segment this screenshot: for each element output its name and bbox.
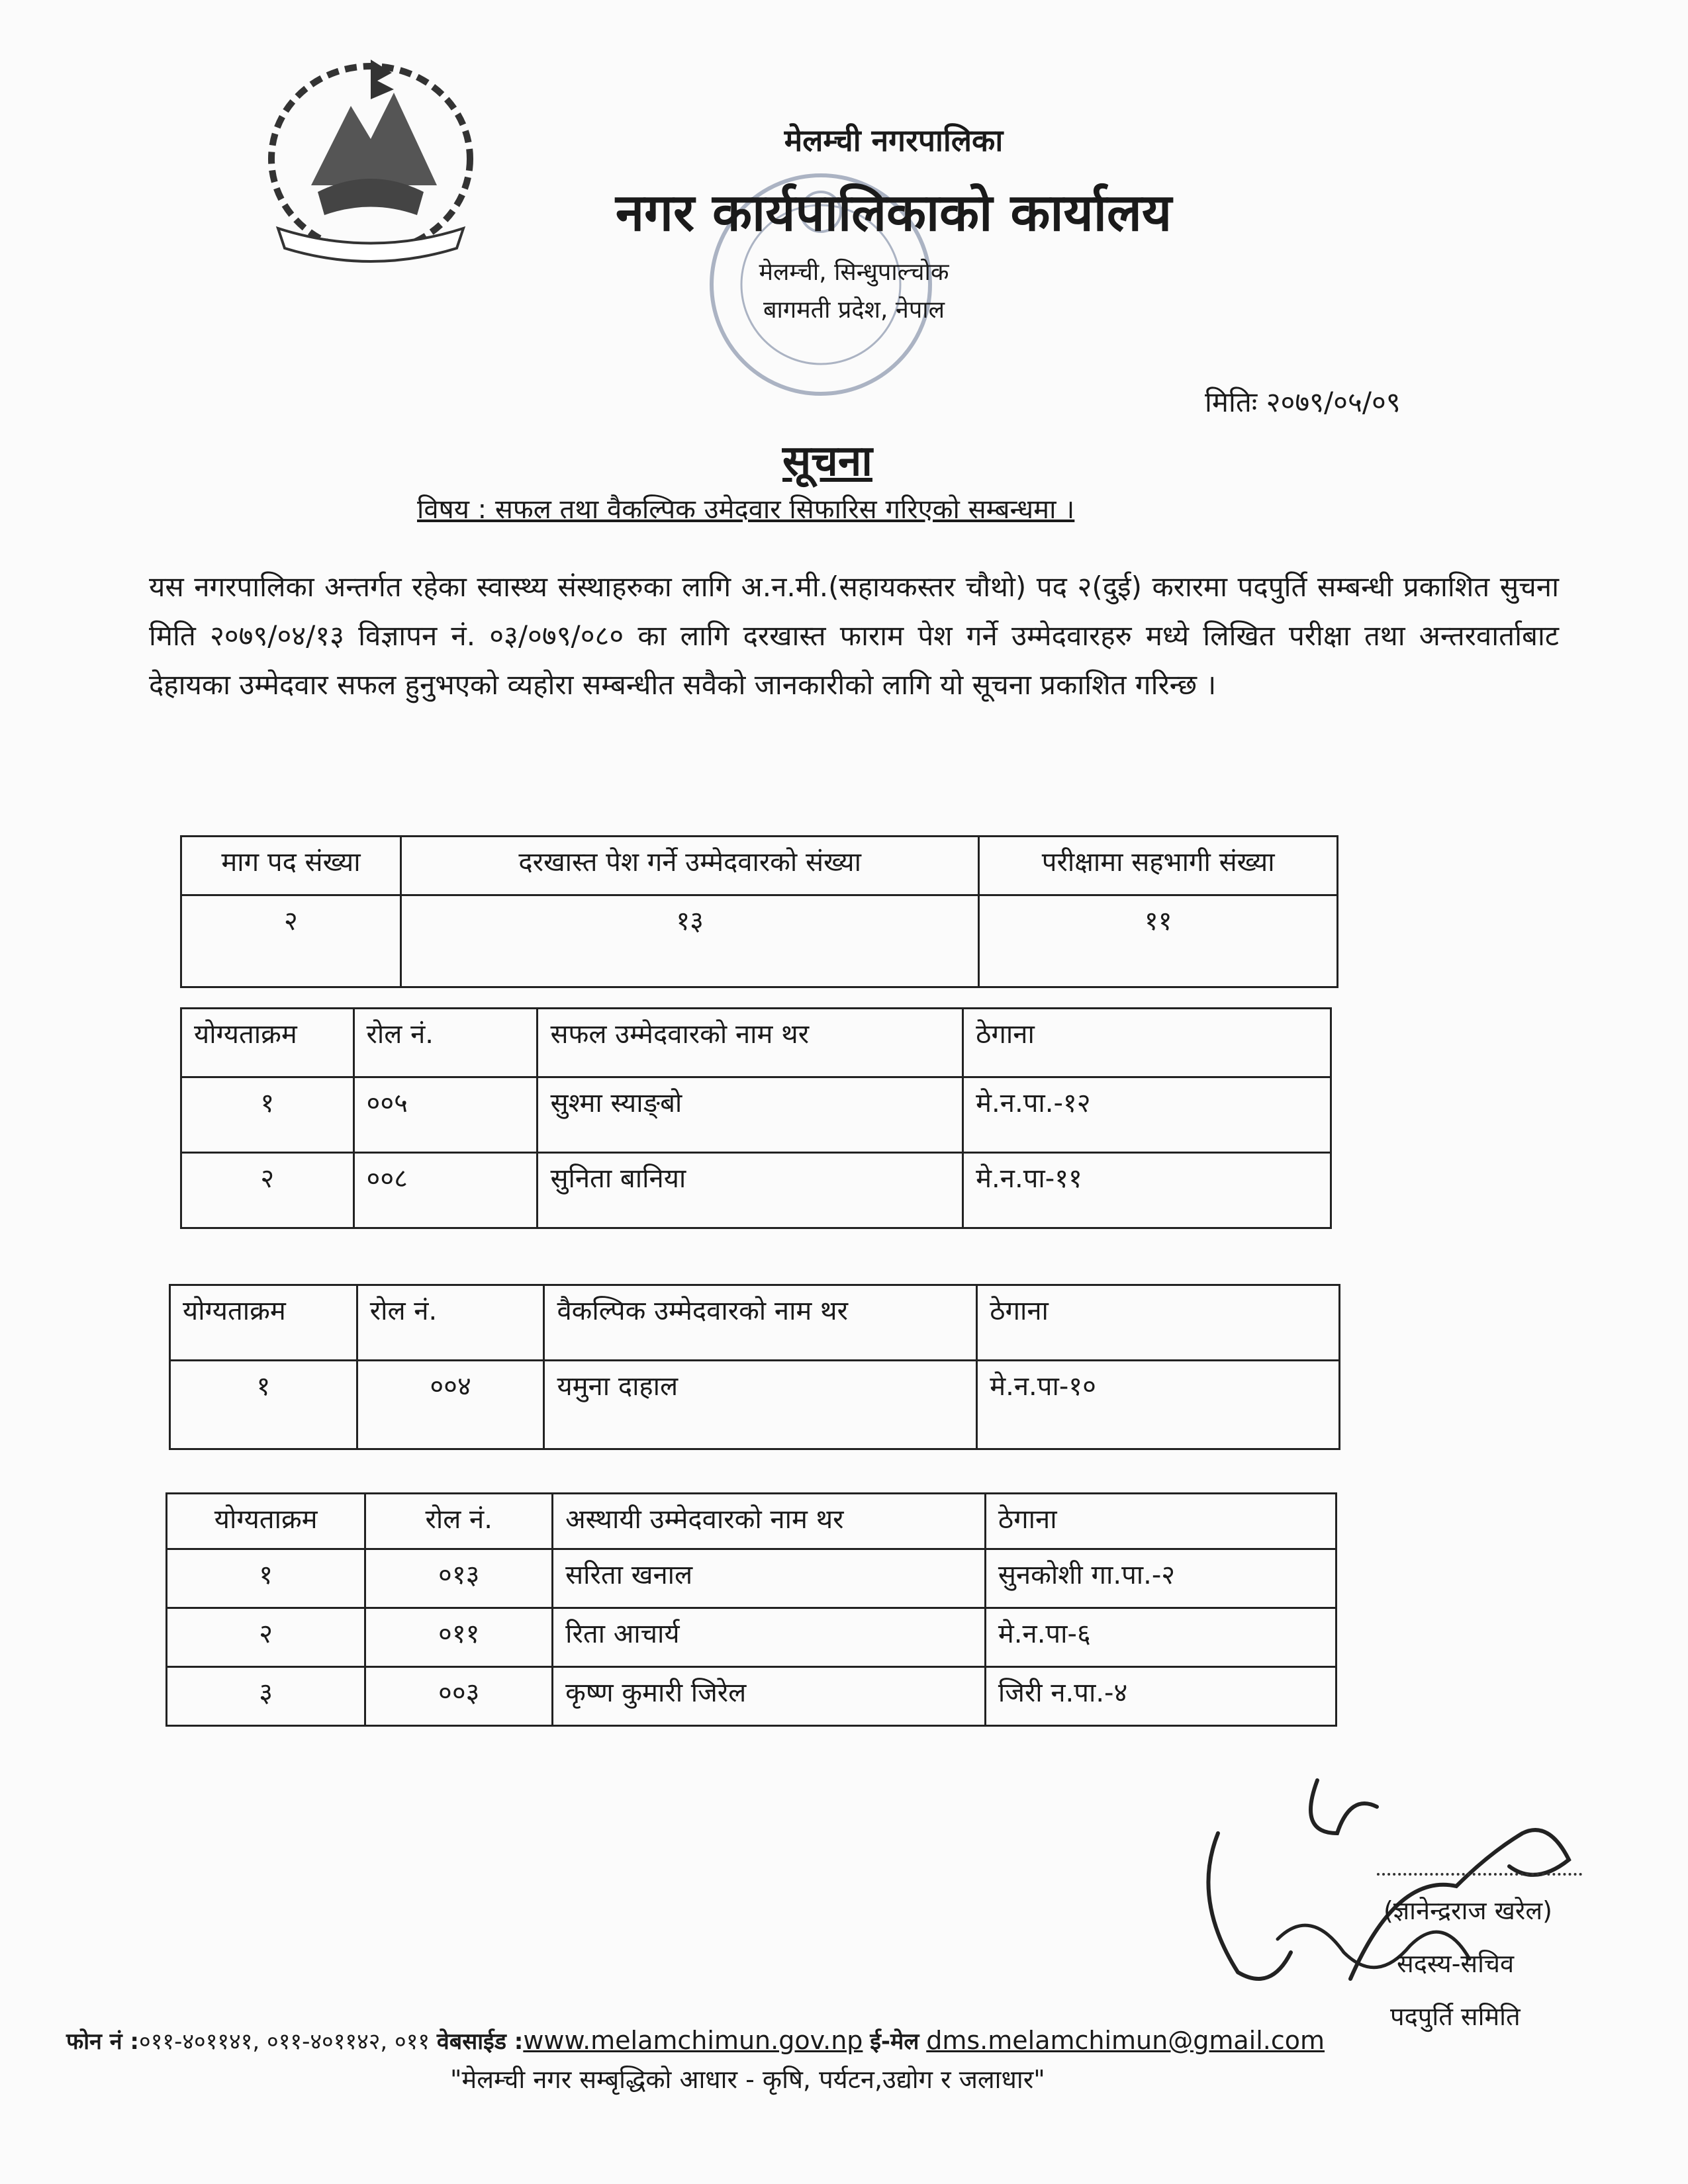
table-cell: ००३: [365, 1667, 553, 1726]
table-cell: ००८: [353, 1153, 538, 1228]
table-cell: सुश्मा स्याङ्बो: [538, 1077, 963, 1153]
office-name: नगर कार्यपालिकाको कार्यालय: [615, 183, 1172, 243]
table-cell: १: [181, 1077, 354, 1153]
table-header: ठेगाना: [977, 1285, 1340, 1361]
table-cell: ००४: [357, 1361, 544, 1449]
table-cell: १: [170, 1361, 357, 1449]
table-header: अस्थायी उम्मेदवारको नाम थर: [553, 1494, 986, 1549]
table-header: सफल उम्मेदवारको नाम थर: [538, 1009, 963, 1077]
email-link[interactable]: dms.melamchimun@gmail.com: [926, 2026, 1325, 2055]
alternative-candidates-table: [169, 1284, 1340, 1450]
phone-numbers: ०११-४०११४१, ०११-४०११४२, ०११: [139, 2028, 430, 2055]
table-cell: २: [167, 1608, 365, 1667]
table-cell: ०११: [365, 1608, 553, 1667]
table-cell: जिरी न.पा.-४: [985, 1667, 1336, 1726]
table-row: [181, 1153, 1331, 1228]
table-cell: कृष्ण कुमारी जिरेल: [553, 1667, 986, 1726]
notice-date: मितिः २०७९/०५/०९: [1205, 386, 1401, 418]
table-cell: सुनकोशी गा.पा.-२: [985, 1549, 1336, 1608]
table-header: योग्यताक्रम: [167, 1494, 365, 1549]
table-header: ठेगाना: [985, 1494, 1336, 1549]
table-cell: ३: [167, 1667, 365, 1726]
signature-line: [1377, 1873, 1582, 1876]
table-cell: यमुना दाहाल: [544, 1361, 977, 1449]
table-header-row: [181, 1009, 1331, 1077]
table-cell: सरिता खनाल: [553, 1549, 986, 1608]
notice-subject: विषय : सफल तथा वैकल्पिक उमेदवार सिफारिस गरिएको सम्बन्धमा ।: [417, 494, 1075, 525]
table-header: रोल नं.: [357, 1285, 544, 1361]
table-cell: ००५: [353, 1077, 538, 1153]
contact-line: [66, 2025, 1325, 2056]
table-cell: मे.न.पा-११: [963, 1153, 1331, 1228]
table-row: [167, 1608, 1336, 1667]
table-cell: २: [181, 1153, 354, 1228]
table-row: [170, 1361, 1340, 1449]
table-header: रोल नं.: [365, 1494, 553, 1549]
table-header-row: [170, 1285, 1340, 1361]
signatory-name: (ज्ञानेन्द्रराज खरेल): [1383, 1896, 1552, 1925]
table-header-row: [181, 837, 1338, 895]
table-row: [181, 1077, 1331, 1153]
table-cell: १३: [400, 895, 979, 987]
address-line-2: बागमती प्रदेश, नेपाल: [763, 296, 945, 324]
handwritten-signature: [1178, 1754, 1589, 2005]
email-label: ई-मेल: [870, 2028, 919, 2055]
table-header: योग्यताक्रम: [170, 1285, 357, 1361]
table-cell: १: [167, 1549, 365, 1608]
table-cell: मे.न.पा-६: [985, 1608, 1336, 1667]
website-label: वेबसाईड :: [436, 2028, 524, 2055]
table-cell: ०१३: [365, 1549, 553, 1608]
vacancy-summary-table: [180, 835, 1338, 988]
website-link[interactable]: www.melamchimun.gov.np: [523, 2026, 863, 2055]
table-header: परीक्षामा सहभागी संख्या: [979, 837, 1338, 895]
table-header-row: [167, 1494, 1336, 1549]
municipality-name: मेलम्ची नगरपालिका: [784, 122, 1004, 158]
signatory-role: सदस्य-सचिव: [1397, 1949, 1515, 1978]
notice-title: सूचना: [782, 437, 872, 486]
table-row: [181, 895, 1338, 987]
table-header: ठेगाना: [963, 1009, 1331, 1077]
table-header: रोल नं.: [353, 1009, 538, 1077]
phone-label: फोन नं :: [66, 2028, 140, 2055]
table-cell: रिता आचार्य: [553, 1608, 986, 1667]
table-header: माग पद संख्या: [181, 837, 401, 895]
table-cell: मे.न.पा.-१२: [963, 1077, 1331, 1153]
table-cell: ११: [979, 895, 1338, 987]
table-cell: मे.न.पा-१०: [977, 1361, 1340, 1449]
notice-body: यस नगरपालिका अन्तर्गत रहेका स्वास्थ्य संस्थाहरुका लागि अ.न.मी.(सहायकस्तर चौथो) पद २(दुई) करारमा पदपुर्ति सम्बन्धी प्रकाशित सुचना मिति २०७९/०४/१३ विज्ञापन नं. ०३/०७९/०८० का लागि दरखास्त फाराम पेश गर्ने उम्मेदवारहरु मध्ये लिखित परीक्षा तथा अन्तरवार्ताबाट देहायका उम्मेदवार सफल हुनुभएको व्यहोरा सम्बन्धीत सवैको जानकारीको लागि यो सूचना प्रकाशित गरिन्छ ।: [149, 570, 1559, 701]
temporary-candidates-table: [165, 1492, 1337, 1727]
table-cell: सुनिता बानिया: [538, 1153, 963, 1228]
successful-candidates-table: [180, 1007, 1332, 1229]
table-header: योग्यताक्रम: [181, 1009, 354, 1077]
table-cell: २: [181, 895, 401, 987]
table-row: [167, 1549, 1336, 1608]
signatory-committee: पदपुर्ति समिति: [1390, 2002, 1521, 2031]
table-row: [167, 1667, 1336, 1726]
table-header: वैकल्पिक उम्मेदवारको नाम थर: [544, 1285, 977, 1361]
municipality-slogan: "मेलम्ची नगर सम्बृद्धिको आधार - कृषि, पर्यटन,उद्योग र जलाधार": [450, 2065, 1045, 2094]
address-line-1: मेलम्ची, सिन्धुपाल्चोक: [759, 259, 949, 286]
table-header: दरखास्त पेश गर्ने उम्मेदवारको संख्या: [400, 837, 979, 895]
